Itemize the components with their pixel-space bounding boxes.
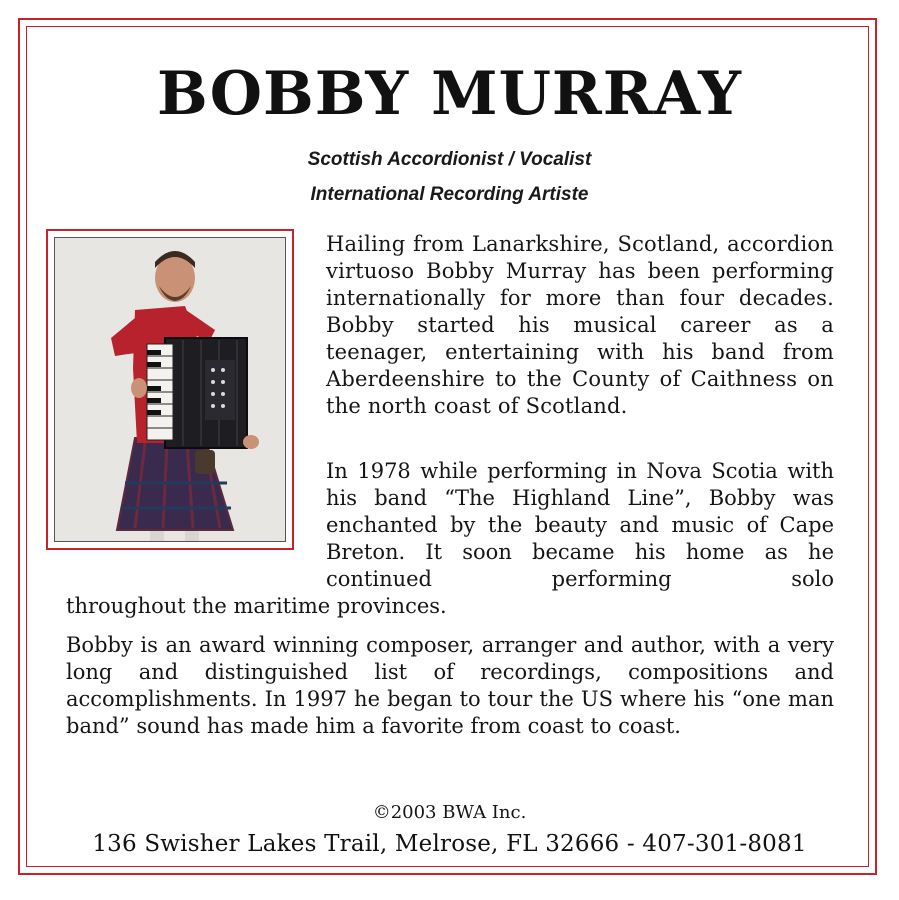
subtitle-artiste: International Recording Artiste (310, 184, 589, 205)
bio-paragraph-2-tail: throughout the maritime provinces. (66, 594, 447, 618)
bio-paragraph-3: Bobby is an award winning composer, arranger and author, with a very long and distinguished list of recordings, compositions and accomplishments. In 1997 he began to tour the US where his “one man band” sound has made him a favorite from coast to coast. (66, 633, 834, 738)
bio-paragraph-2 (66, 458, 834, 620)
copyright-notice: ©2003 BWA Inc. (372, 802, 527, 823)
subtitle-role: Scottish Accordionist / Vocalist (307, 149, 592, 170)
contact-address: 136 Swisher Lakes Trail, Melrose, FL 32666 - 407-301-8081 (92, 831, 807, 857)
bio-paragraph-1: Hailing from Lanarkshire, Scotland, accordion virtuoso Bobby Murray has been performing internationally for more than four decades. Bobby started his musical career as a teenager, entertaining with his band from Aberdeenshire to the County of Caithness on the north coast of Scotland. (326, 232, 834, 418)
page-title: BOBBY MURRAY (156, 59, 743, 129)
bio-paragraph-2-wrap: In 1978 while performing in Nova Scotia with his band “The Highland Line”, Bobby was enchanted by the beauty and music of Cape Breton. It soon became his home as he continued performing solo (326, 459, 834, 591)
